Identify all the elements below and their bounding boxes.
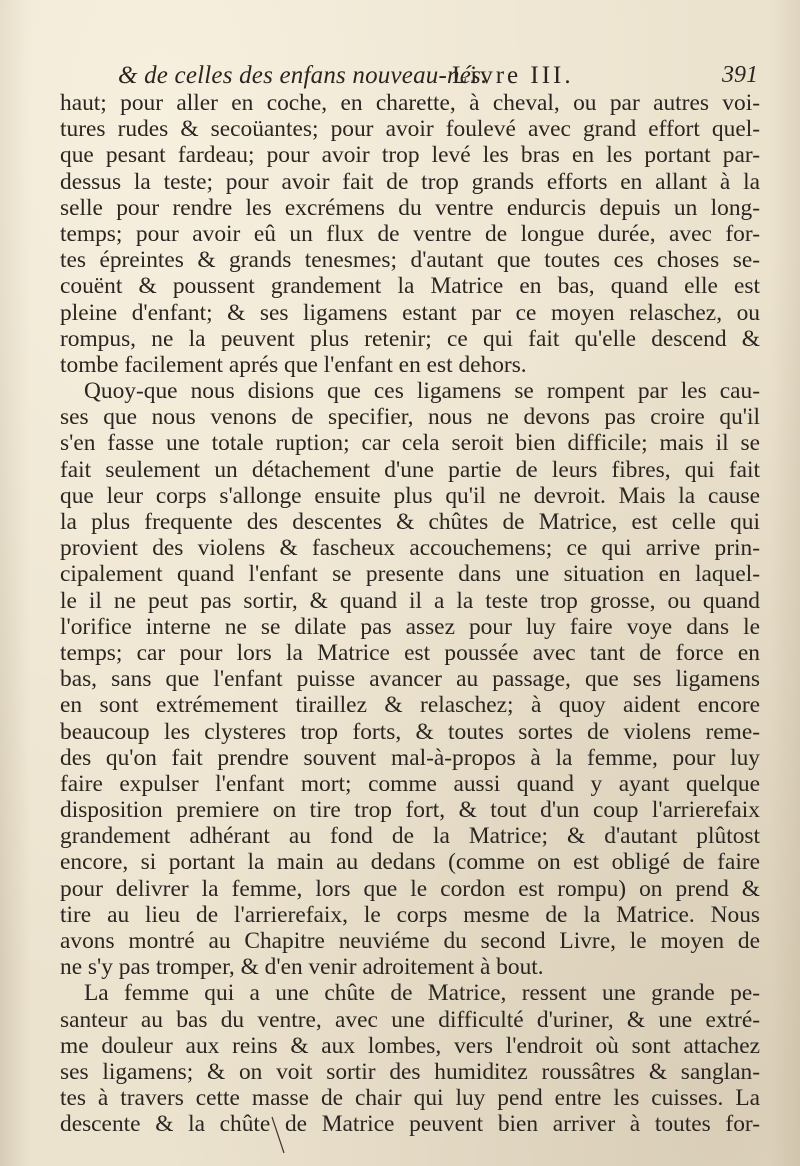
paragraph-end-line: tombe facilement aprés que l'enfant en est dehors. <box>60 351 527 378</box>
text-line: des qu'on fait prendre souvent mal-à-propos à la femme, pour luy <box>60 744 760 771</box>
text-line: rompus, ne la peuvent plus retenir; ce qui fait qu'elle descend & <box>60 325 760 352</box>
text-line: ses ligamens; & on voit sortir des humiditez roussâtres & sanglan- <box>60 1058 760 1085</box>
text-line: tes épreintes & grands tenesmes; d'autant que toutes ces choses se- <box>60 247 760 274</box>
text-line: bas, sans que l'enfant puisse avancer au passage, que ses ligamens <box>60 666 760 693</box>
text-line: la plus frequente des descentes & chûtes de Matrice, est celle qui <box>60 509 760 535</box>
text-line: dessus la teste; pour avoir fait de trop grands efforts en allant à la <box>60 168 760 195</box>
text-line: pour delivrer la femme, lors que le cordon est rompu) on prend & <box>60 875 760 902</box>
text-line: descente & la chûte de Matrice peuvent bien arriver à toutes for- <box>60 1111 760 1138</box>
text-line: me douleur aux reins & aux lombes, vers l'endroit où sont attachez <box>60 1032 760 1059</box>
text-line: en sont extrémement tiraillez & relaschez; à quoy aident encore <box>60 692 760 719</box>
text-line: grandement adhérant au fond de la Matrice; & d'autant plûtost <box>60 823 760 850</box>
text-line: encore, si portant la main au dedans (comme on est obligé de faire <box>60 849 760 876</box>
text-line: temps; car pour lors la Matrice est poussée avec tant de force en <box>60 639 760 666</box>
running-title: & de celles des enfans nouveau-nés. <box>118 62 488 89</box>
text-line: santeur au bas du ventre, avec une difficulté d'uriner, & une extré- <box>60 1006 760 1033</box>
text-line: tures rudes & secoüantes; pour avoir foulevé avec grand effort quel- <box>60 116 760 143</box>
text-line: haut; pour aller en coche, en charette, à cheval, ou par autres voi- <box>60 90 760 116</box>
page-number: 391 <box>722 62 758 88</box>
text-line: tire au lieu de l'arrierefaix, le corps mesme de la Matrice. Nous <box>60 901 760 928</box>
text-line: fait seulement un détachement d'une partie de leurs fibres, qui fait <box>60 456 760 483</box>
text-line: couënt & poussent grandement la Matrice en bas, quand elle est <box>60 273 760 300</box>
text-line: l'orifice interne ne se dilate pas assez pour luy faire voye dans le <box>60 613 760 640</box>
book-label: Livre III. <box>452 62 574 89</box>
text-line: faire expulser l'enfant mort; comme aussi quand y ayant quelque <box>60 770 760 797</box>
text-line: pleine d'enfant; & ses ligamens estant par ce moyen relaschez, ou <box>60 299 760 326</box>
ink-mark <box>270 1115 286 1155</box>
text-line: avons montré au Chapitre neuviéme du second Livre, le moyen de <box>60 928 760 954</box>
text-line: selle pour rendre les excrémens du ventre endurcis depuis un long- <box>60 194 760 221</box>
body-text <box>60 90 760 1138</box>
text-line: cipalement quand l'enfant se presente dans une situation en laquel- <box>60 561 760 588</box>
text-line: s'en fasse une totale ruption; car cela seroit bien difficile; mais il se <box>60 430 760 457</box>
text-line: le il ne peut pas sortir, & quand il a la teste trop grosse, ou quand <box>60 587 760 614</box>
text-line: temps; pour avoir eû un flux de ventre de longue durée, avec for- <box>60 220 760 247</box>
text-line: que pesant fardeau; pour avoir trop levé les bras en les portant par- <box>60 142 760 169</box>
text-line: ses que nous venons de specifier, nous ne devons pas croire qu'il <box>60 404 760 431</box>
text-line: beaucoup les clysteres trop forts, & toutes sortes de violens reme- <box>60 718 760 745</box>
text-line: tes à travers cette masse de chair qui luy pend entre les cuisses. La <box>60 1085 760 1112</box>
text-line: provient des violens & fascheux accouchemens; ce qui arrive prin- <box>60 535 760 562</box>
paragraph-start-line: La femme qui a une chûte de Matrice, ressent une grande pe- <box>84 980 760 1007</box>
paragraph-start-line: Quoy-que nous disions que ces ligamens se rompent par les cau- <box>84 378 760 405</box>
paragraph-end-line: ne s'y pas tromper, & d'en venir adroitement à bout. <box>60 954 544 981</box>
text-line: disposition premiere on tire trop fort, & tout d'un coup l'arrierefaix <box>60 797 760 824</box>
text-line: que leur corps s'allonge ensuite plus qu'il ne devroit. Mais la cause <box>60 482 760 509</box>
